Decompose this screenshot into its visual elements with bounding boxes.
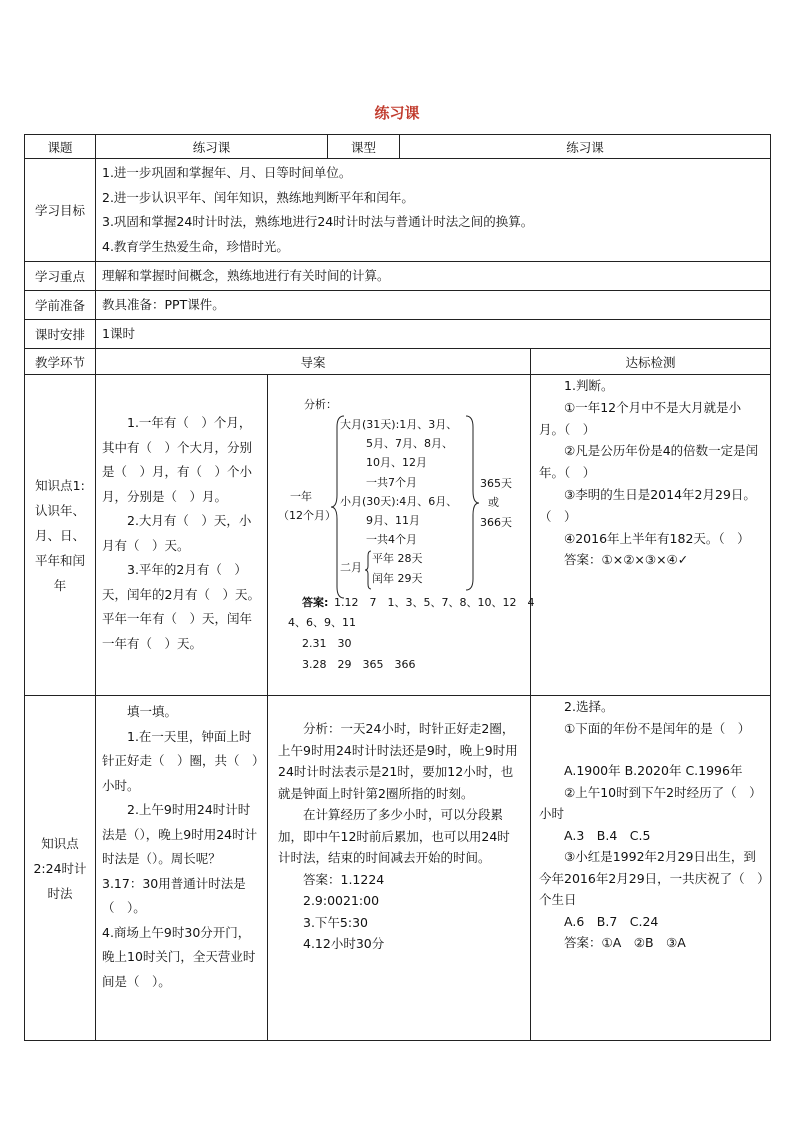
check-item: 1.判断。: [564, 378, 614, 393]
kp1-question: 1.一年有（ ）个月，其中有（ ）个大月，分别是（ ）月，有（ ）个小月，分别是（ ）月。: [102, 415, 253, 504]
topic-value: 练习课: [96, 135, 328, 159]
check-options: A.3 B.4 C.5: [564, 827, 651, 843]
kp2-question: 1.在一天里，钟面上时针正好走（ ）圈，共（ ）小时。: [102, 728, 259, 793]
check-item: ③小红是1992年2月29日出生，到今年2016年2月29日，一共庆祝了（ ）个生日: [539, 849, 764, 907]
kp2-question: 3.17：30用普通计时法是（ ）。: [102, 875, 246, 915]
objectives-content: [96, 159, 771, 262]
diagram-year: 一年: [290, 490, 312, 503]
kp2-row: [25, 696, 771, 1041]
kp1-label: 知识点1:认识年、月、日、平年和闰年: [34, 477, 85, 593]
kp2-check: [531, 696, 771, 1041]
column-header-row: [25, 349, 771, 375]
kp2-intro: 填一填。: [127, 704, 178, 719]
check-answer: 答案：①A ②B ③A: [564, 935, 686, 950]
schedule-row: [25, 320, 771, 349]
feb-brace-icon: [364, 550, 372, 590]
check-item: ③李明的生日是2014年2月29日。（ ）: [539, 486, 756, 524]
kp2-analysis-text: 分析：一天24小时，时针正好走2圈，上午9时用24时计时法还是9时，晚上9时用24时计时法表示是21时，要加12小时，也就是钟面上时针第2圈所指的时刻。: [278, 721, 518, 801]
check-item: ①一年12个月中不是大月就是小月。（ ）: [539, 399, 742, 437]
kp2-label: 知识点2:24时计时法: [33, 835, 87, 901]
kp1-analysis: [268, 375, 535, 696]
objective-item: 3.巩固和掌握24时计时法，熟练地进行24时计时法与普通计时法之间的换算。: [102, 214, 534, 229]
kp2-analysis: [268, 696, 531, 1041]
answer-label: 答案:: [302, 596, 329, 609]
type-value: 练习课: [400, 135, 771, 159]
objective-item: 1.进一步巩固和掌握年、月、日等时间单位。: [102, 165, 352, 180]
kp2-analysis-text: 在计算经历了多少小时，可以分段累加，即中午12时前后累加，也可以用24时计时法，结束的时间减去开始的时间。: [278, 807, 510, 865]
kp2-study: [96, 696, 268, 1041]
analysis-label: 分析：: [304, 398, 337, 411]
objective-item: 2.进一步认识平年、闰年知识，熟练地判断平年和闰年。: [102, 189, 414, 205]
kp1-answer-1-cont: 4、6、9、11: [288, 616, 356, 629]
kp1-study: [96, 375, 268, 696]
type-label: 课型: [328, 135, 400, 159]
kp1-answer-3: 3.28 29 365 366: [302, 658, 416, 671]
right-brace-icon: [464, 415, 480, 591]
check-header: 达标检测: [531, 349, 771, 375]
kp2-question: 2.上午9时用24时计时法是（），晚上9时用24时计时法是（）。周长呢？: [102, 802, 258, 866]
lesson-plan-table: [24, 134, 771, 1041]
diagram-small-b: 9月、11月: [366, 514, 420, 527]
schedule-label: 课时安排: [25, 320, 96, 349]
objectives-label: 学习目标: [25, 159, 96, 262]
kp2-answer: 答案：1.1224: [303, 871, 385, 887]
check-item: ①下面的年份不是闰年的是（ ）: [564, 720, 751, 736]
topic-label: 课题: [25, 135, 96, 159]
stage-header: 教学环节: [25, 349, 96, 375]
check-item: ②上午10时到下午2时经历了（ ）小时: [539, 784, 762, 821]
diagram-small-c: 一共4个月: [366, 533, 417, 546]
kp2-question: 4.商场上午9时30分开门，晚上10时关门，全天营业时间是（ ）。: [102, 924, 256, 989]
kp1-question: 2.大月有（ ）天，小月有（ ）天。: [102, 513, 252, 553]
page-title: 练习课: [374, 104, 420, 122]
diagram-big-b: 5月、7月、8月、: [366, 437, 453, 450]
preparation-value: 教具准备：PPT课件。: [102, 297, 225, 312]
check-item: 2.选择。: [564, 699, 614, 714]
diagram-small-a: 小月(30天):4月、6月、: [340, 495, 458, 508]
diagram-big-a: 大月(31天):1月、3月、: [340, 418, 458, 431]
diagram-big-c: 10月、12月: [366, 456, 427, 469]
month-classification-diagram: [268, 375, 535, 680]
check-item: ②凡是公历年份是4的倍数一定是闰年。（ ）: [539, 443, 759, 481]
guide-header: 导案: [96, 349, 531, 375]
kp1-answer-2: 2.31 30: [302, 637, 352, 650]
kp1-check: [531, 375, 771, 696]
kp1-row: [25, 375, 771, 696]
kp2-answer: 3.下午5:30: [303, 914, 368, 930]
topic-row: [25, 135, 771, 159]
key-points-label: 学习重点: [25, 262, 96, 291]
diagram-common-year: 平年 28天: [372, 552, 423, 565]
diagram-or: 或: [488, 496, 499, 509]
kp2-answer: 4.12小时30分: [303, 936, 385, 951]
diagram-366: 366天: [480, 516, 512, 529]
preparation-row: [25, 291, 771, 320]
diagram-365: 365天: [480, 477, 512, 490]
key-points-value: 理解和掌握时间概念，熟练地进行有关时间的计算。: [102, 268, 390, 283]
key-points-row: [25, 262, 771, 291]
kp1-answer-1: 1.12 7 1、3、5、7、8、10、12 4: [334, 596, 535, 609]
diagram-big-d: 一共7个月: [366, 476, 417, 489]
kp2-answer: 2.9:0021:00: [303, 893, 380, 908]
preparation-label: 学前准备: [25, 291, 96, 320]
diagram-months: （12个月）: [278, 509, 336, 522]
schedule-value: 1课时: [102, 326, 135, 341]
check-answer: 答案：①×②×③×④✓: [564, 552, 689, 568]
check-options: A.1900年 B.2020年 C.1996年: [564, 763, 743, 778]
kp1-question: 3.平年的2月有（ ）天，闰年的2月有（ ）天。平年一年有（ ）天，闰年一年有（ ）天。: [102, 562, 260, 651]
check-options: A.6 B.7 C.24: [564, 913, 659, 929]
diagram-feb: 二月: [340, 561, 362, 574]
diagram-leap-year: 闰年 29天: [372, 572, 423, 585]
objectives-row: [25, 159, 771, 262]
check-item: ④2016年上半年有182天。（ ）: [564, 530, 750, 546]
objective-item: 4.教育学生热爱生命，珍惜时光。: [102, 238, 289, 254]
